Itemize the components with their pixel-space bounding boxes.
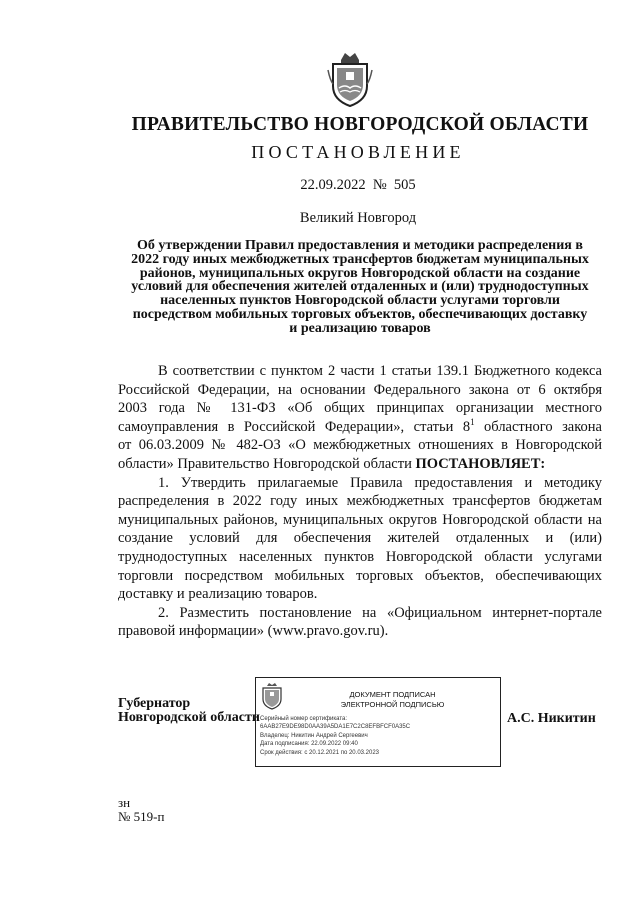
footer (118, 796, 164, 824)
signing-date: Дата подписания: 22.09.2022 09:40 (260, 741, 358, 748)
position-line: Губернатор (118, 696, 191, 711)
document-date: 22.09.2022 (300, 177, 366, 193)
signatory-name: А.С. Никитин (507, 711, 596, 726)
preamble-line: от 06.03.2009 № 482-ОЗ «О межбюджетных отношениях в Новгородской (118, 437, 602, 454)
item1-line: труднодоступных населенных пунктов Новгородской области услугами (118, 548, 602, 565)
preamble-line: 2003 года № 131-ФЗ «Об общих принципах организации местного (118, 400, 602, 417)
subject-line: населенных пунктов Новгородской области услугами торговли (160, 293, 560, 309)
electronic-signature-stamp (255, 677, 501, 767)
item2-line: правовой информации» (www.pravo.gov.ru). (118, 623, 389, 640)
subject-line: посредством мобильных торговых объектов, обеспечивающих доставку (132, 306, 588, 322)
document-type: ПОСТАНОВЛЕНИЕ (251, 142, 465, 162)
stamp-title-line: ЭЛЕКТРОННОЙ ПОДПИСЬЮ (340, 700, 445, 709)
position-line: Новгородской области (118, 710, 260, 725)
subject-line: условий для обеспечения жителей отдаленных и (или) труднодоступных (131, 279, 589, 295)
stamp-details (260, 715, 410, 757)
item1-line: доставку и реализацию товаров. (118, 586, 318, 603)
subject-line: Об утверждении Правил предоставления и методики распределения в (137, 238, 583, 253)
coat-of-arms-icon (327, 50, 373, 108)
item1-line: муниципальных районов, муниципальных округов Новгородской области на (118, 511, 602, 528)
government-name: ПРАВИТЕЛЬСТВО НОВГОРОДСКОЙ ОБЛАСТИ (131, 114, 589, 135)
preamble-line-decree (118, 455, 602, 474)
city: Великий Новгород (299, 210, 417, 226)
preamble-line-with-superscript (118, 418, 602, 437)
item1-line: торговли посредством мобильных торговых объектов, обеспечивающих (118, 567, 602, 584)
preamble-line: В соответствии с пунктом 2 части 1 статьи 139.1 Бюджетного кодекса (158, 363, 602, 379)
certificate-owner: Владелец: Никитин Андрей Сергеевич (260, 732, 368, 739)
superscript: 1 (470, 416, 475, 427)
item2-line: 2. Разместить постановление на «Официальном интернет-портале (158, 604, 602, 621)
item1-line: создание условий для обеспечения жителей отдаленных и (или) (118, 530, 602, 547)
subject-line: районов, муниципальных округов Новгородской области на создание (139, 265, 581, 281)
footer-code: зн (118, 795, 131, 810)
certificate-validity: Срок действия: с 20.12.2021 по 20.03.2023 (260, 749, 380, 756)
preamble-line-text: самоуправления в Российской Федерации», статьи 8 (118, 418, 471, 435)
decree-word: ПОСТАНОВЛЯЕТ: (415, 455, 546, 472)
preamble-line-tail: областного закона (474, 418, 602, 435)
document-subject (118, 239, 602, 336)
signatory-position (118, 697, 260, 725)
serial-number: 6AAB27E9DE98D0AA39A5DA1E7C2C8EFBFCF0A35C (260, 724, 411, 731)
preamble-line: Российской Федерации, на основании Федерального закона от 6 октября (118, 381, 602, 398)
number-sign: № (372, 177, 387, 193)
serial-label: Серийный номер сертификата: (260, 716, 348, 722)
registration-number: № 519-п (118, 809, 165, 824)
item1-line: 1. Утвердить прилагаемые Правила предоставления и методику (158, 474, 602, 491)
preamble-line-text: области» Правительство Новгородской области (118, 455, 412, 472)
date-number-line (0, 177, 640, 194)
document-body (118, 362, 602, 641)
subject-line: 2022 году иных межбюджетных трансфертов бюджетам муниципальных (131, 251, 589, 267)
stamp-title-line: ДОКУМЕНТ ПОДПИСАН (349, 690, 436, 699)
subject-line: и реализацию товаров (289, 320, 431, 336)
stamp-title (290, 690, 495, 710)
stamp-coat-of-arms-icon (260, 682, 284, 710)
item1-line: распределения в 2022 году иных межбюджетных трансфертов бюджетам (118, 493, 602, 510)
document-number: 505 (393, 177, 416, 193)
